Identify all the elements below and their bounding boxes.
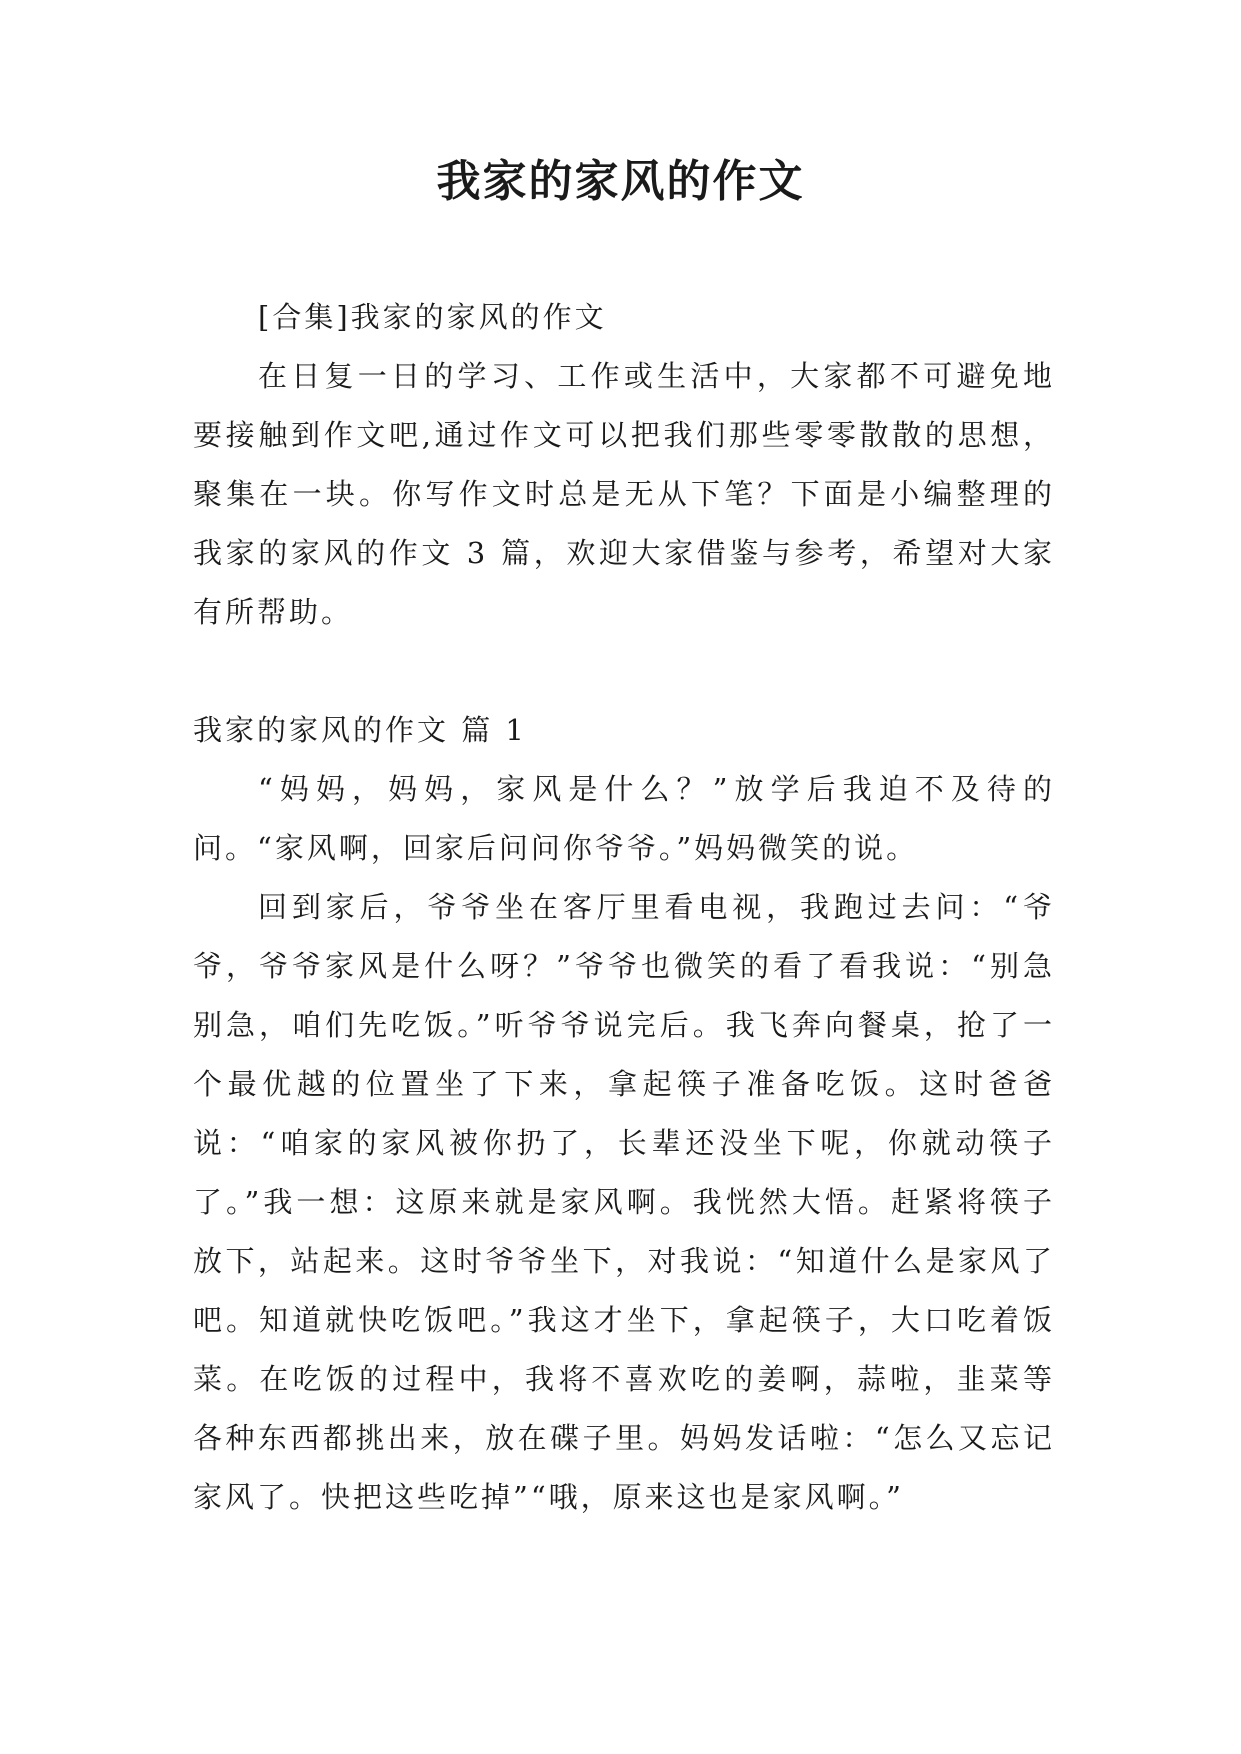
- story-paragraph-1: “妈妈，妈妈，家风是什么？”放学后我迫不及待的问。“家风啊，回家后问问你爷爷。”妈妈微笑的说。: [193, 772, 1055, 865]
- document-title: 我家的家风的作文: [436, 156, 805, 207]
- document-body: [193, 288, 1055, 1527]
- story-paragraph-2: 回到家后，爷爷坐在客厅里看电视，我跑过去问：“爷爷，爷爷家风是什么呀？”爷爷也微笑的看了看我说：“别急别急，咱们先吃饭。”听爷爷说完后。我飞奔向餐桌，抢了一个最优越的位置坐了下来，拿起筷子准备吃饭。这时爸爸说：“咱家的家风被你扔了，长辈还没坐下呢，你就动筷子了。”我一想：这原来就是家风啊。我恍然大悟。赶紧将筷子放下，站起来。这时爷爷坐下，对我说：“知道什么是家风了吧。知道就快吃饭吧。”我这才坐下，拿起筷子，大口吃着饭菜。在吃饭的过程中，我将不喜欢吃的姜啊，蒜啦，韭菜等各种东西都挑出来，放在碟子里。妈妈发话啦：“怎么又忘记家风了。快把这些吃掉”“哦，原来这也是家风啊。”: [193, 890, 1055, 1514]
- intro-paragraph: 在日复一日的学习、工作或生活中，大家都不可避免地要接触到作文吧,通过作文可以把我们那些零零散散的思想，聚集在一块。你写作文时总是无从下笔？下面是小编整理的我家的家风的作文 3 篇，欢迎大家借鉴与参考，希望对大家有所帮助。: [193, 359, 1055, 629]
- subtitle: [合集]我家的家风的作文: [258, 300, 607, 334]
- section-spacer: [193, 642, 1055, 701]
- section-heading: 我家的家风的作文 篇 1: [193, 713, 527, 747]
